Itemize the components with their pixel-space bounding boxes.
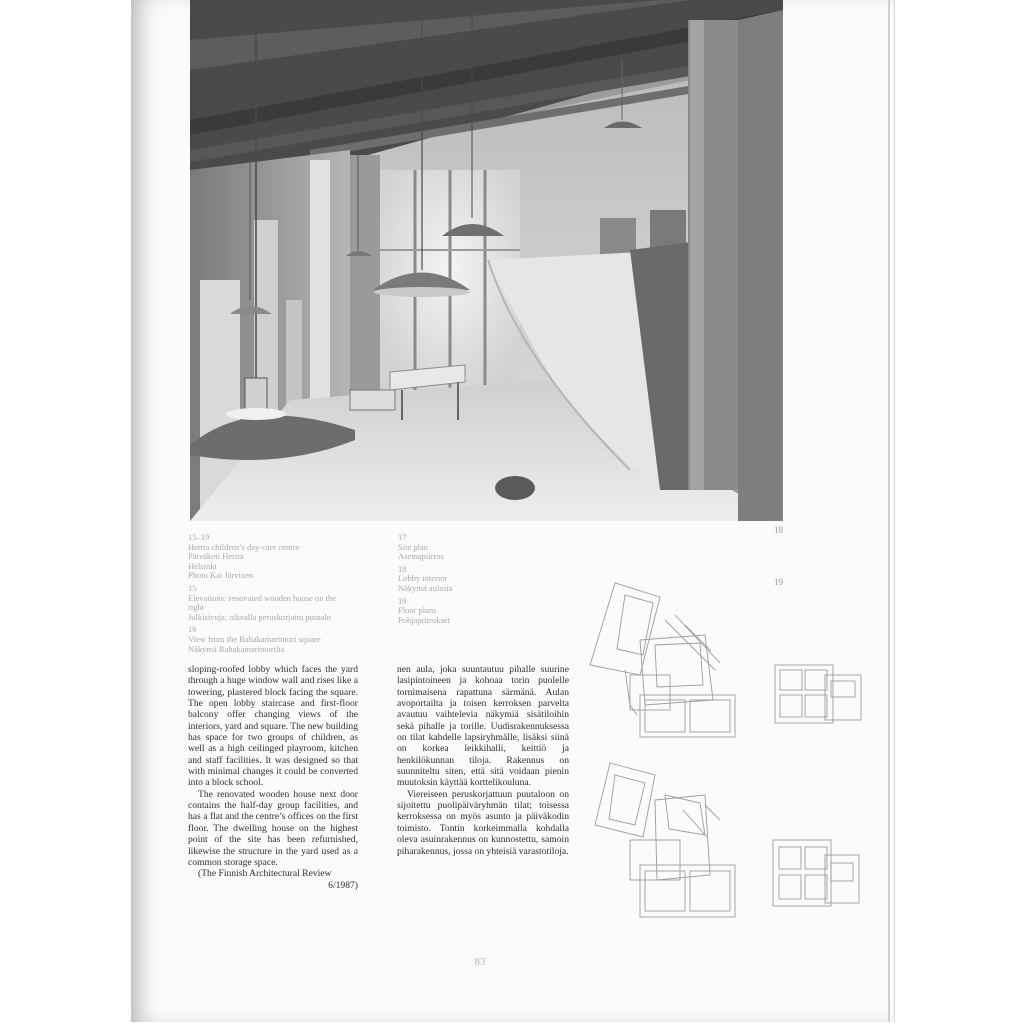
caption-line: Hertta children’s day-care centre [188,541,300,552]
caption-right [398,533,453,625]
caption-line: View from the Rahakamarintori square [188,633,321,644]
caption-line: 18 [398,563,407,574]
caption-line: 19 [398,595,407,606]
english-paragraph: sloping-roofed lobby which faces the yard through a huge window wall and rises like a towering, plastered block facing the square. The open lobby staircase and first-floor balcony offer changing views of the interiors, yard and square. The new building has space for two groups of children, as well as a high ceilinged playroom, kitchen and staff facilities. It was designed so that with minimal changes it could be converted into a block school. [188,664,358,789]
caption-line: Elevations: renovated wooden house on the [188,592,337,603]
caption-line: Päiväkoti Hertta [188,551,244,562]
caption-line: Photo Kai Järvinen [188,570,254,581]
caption-left [188,533,336,654]
caption-line: Lobby interior [398,573,448,584]
finnish-paragraph: nen aula, joka suuntautuu pihalle suurine lasipintoineen ja kohoaa torin puolelle tornimaisena rapattuna särmänä. Aulan avoportailta ja toisen kerroksen parvelta avautuu vaihtelevia näkymiä sisätiloihin sekä pihalle ja torille. Uudisrakennuksessa on tilat kahdelle lapsiryhmälle, lisäksi siinä on korkea leikkihalli, keittiö ja henkilökunnan tiloja. Rakennus on suunniteltu siten, että sitä voidaan pienin muutoksin käyttää korttelikouluna. [397,664,569,789]
photo-figure-number: 18 [774,525,783,535]
source-citation-issue: 6/1987) [328,879,358,891]
caption-line: Pohjapiirrokset [398,614,450,625]
finnish-body-text [397,664,569,857]
floor-plans-drawing [585,575,870,925]
caption-line: Site plan [398,541,428,552]
caption-line: Helsinki [188,560,217,571]
book-spine-margin [0,0,131,1024]
caption-line: Asemapiirros [398,551,444,562]
caption-line: right [188,602,205,613]
caption-line: Näkymä Rahakamarintorilta [188,643,285,654]
english-body-text [188,664,358,891]
caption-line: 17 [398,532,407,542]
lobby-interior-photo [190,0,783,521]
caption-line: 15–19 [188,532,210,542]
caption-line: 16 [188,624,197,635]
source-citation: (The Finnish Architectural Review [198,868,332,880]
page-edge [888,0,890,1022]
caption-line: 15 [188,582,197,593]
caption-line: Näkymä aulasta [398,582,453,593]
plans-figure-number: 19 [774,577,783,587]
caption-line: Julkisivuja; oikealla peruskorjattu puutalo [188,611,331,622]
page-number: 83 [474,956,486,968]
english-paragraph: The renovated wooden house next door contains the half-day group facilities, and has a flat and the centre’s offices on the first floor. The dwelling house on the highest point of the site has been refurnished, likewise the structure in the yard used as a common storage space. [188,788,358,868]
finnish-paragraph: Viereiseen peruskorjattuun puutaloon on sijoitettu puolipäiväryhmän tilat; toisessa kerroksessa on myös asunto ja päiväkodin toimisto. Tontin korkeimmalla kohdalla oleva asuinrakennus on kunnostettu, samoin piharakennus, jossa on yhteisiä varastotiloja. [397,788,569,857]
caption-line: Floor plans [398,605,437,616]
